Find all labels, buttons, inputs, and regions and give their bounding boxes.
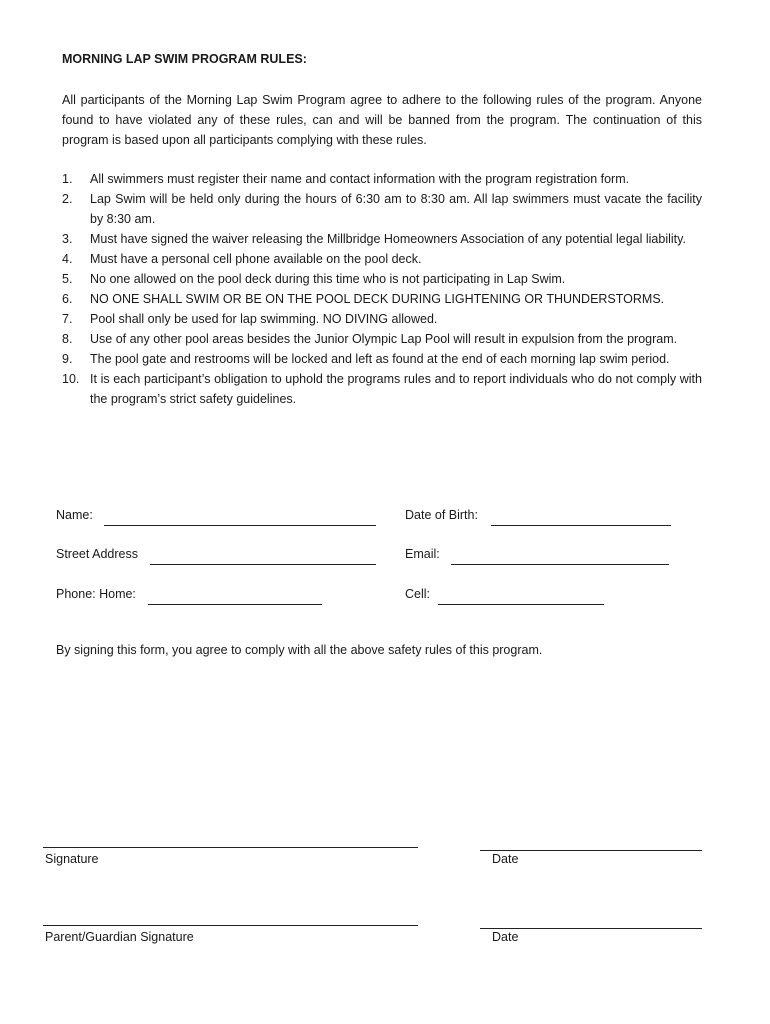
name-field[interactable] [56,508,376,526]
email-underline[interactable] [451,564,669,565]
rule-item [62,249,702,269]
guardian-date-label: Date [492,930,519,944]
signature-label: Signature [45,852,99,866]
rule-number: 3. [62,232,73,246]
cell-phone-field[interactable] [405,587,604,605]
rule-text: All swimmers must register their name and contact information with the program registration form. [90,172,630,186]
rule-item [62,369,702,409]
rule-text: NO ONE SHALL SWIM OR BE ON THE POOL DECK DURING LIGHTENING OR THUNDERSTORMS. [90,292,665,306]
address-field[interactable] [56,547,376,565]
signature-date-label: Date [492,852,519,866]
signature-line[interactable] [43,847,418,848]
rule-text: The pool gate and restrooms will be locked and left as found at the end of each morning lap swim period. [90,352,670,366]
rule-item [62,169,702,189]
home-phone-label: Phone: Home: [56,587,136,601]
dob-label: Date of Birth: [405,508,478,522]
rule-item [62,269,702,289]
rule-text: It is each participant’s obligation to uphold the programs rules and to report individuals who do not comply with the program’s strict safety guidelines. [90,372,702,406]
guardian-date-line[interactable] [480,928,702,929]
dob-underline[interactable] [491,525,671,526]
cell-phone-label: Cell: [405,587,431,601]
rule-text: Use of any other pool areas besides the Junior Olympic Lap Pool will result in expulsion from the program. [90,332,678,346]
email-field[interactable] [405,547,669,565]
rule-text: Must have signed the waiver releasing the Millbridge Homeowners Association of any potential legal liability. [90,232,686,246]
document-title: MORNING LAP SWIM PROGRAM RULES: [62,52,307,66]
name-underline[interactable] [104,525,376,526]
rule-item [62,309,702,329]
rule-item [62,329,702,349]
guardian-signature-label: Parent/Guardian Signature [45,930,194,944]
signature-date-line[interactable] [480,850,702,851]
rules-list [62,169,702,409]
rule-number: 2. [62,192,73,206]
rule-number: 7. [62,312,73,326]
home-phone-underline[interactable] [148,604,322,605]
rule-text: Pool shall only be used for lap swimming. NO DIVING allowed. [90,312,438,326]
home-phone-field[interactable] [56,587,322,605]
rule-item [62,349,702,369]
cell-phone-underline[interactable] [438,604,604,605]
address-label: Street Address [56,547,138,561]
rule-number: 1. [62,172,73,186]
rule-item [62,229,702,249]
guardian-signature-line[interactable] [43,925,418,926]
rule-number: 9. [62,352,73,366]
rule-number: 8. [62,332,73,346]
rule-text: Lap Swim will be held only during the hours of 6:30 am to 8:30 am. All lap swimmers must vacate the facility by 8:30 am. [90,192,702,226]
agreement-statement: By signing this form, you agree to comply with all the above safety rules of this program. [56,643,543,657]
rule-text: No one allowed on the pool deck during this time who is not participating in Lap Swim. [90,272,566,286]
rule-number: 4. [62,252,73,266]
rule-item [62,289,702,309]
address-underline[interactable] [150,564,376,565]
name-label: Name: [56,508,93,522]
rule-number: 6. [62,292,73,306]
rule-item [62,189,702,229]
intro-paragraph: All participants of the Morning Lap Swim Program agree to adhere to the following rules of the program. Anyone found to have violated any of these rules, can and will be banned from the program. The continuation of this program is based upon all participants complying with these rules. [62,93,702,147]
email-label: Email: [405,547,440,561]
rule-number: 10. [62,372,80,386]
dob-field[interactable] [405,508,671,526]
rule-text: Must have a personal cell phone available on the pool deck. [90,252,422,266]
rule-number: 5. [62,272,73,286]
